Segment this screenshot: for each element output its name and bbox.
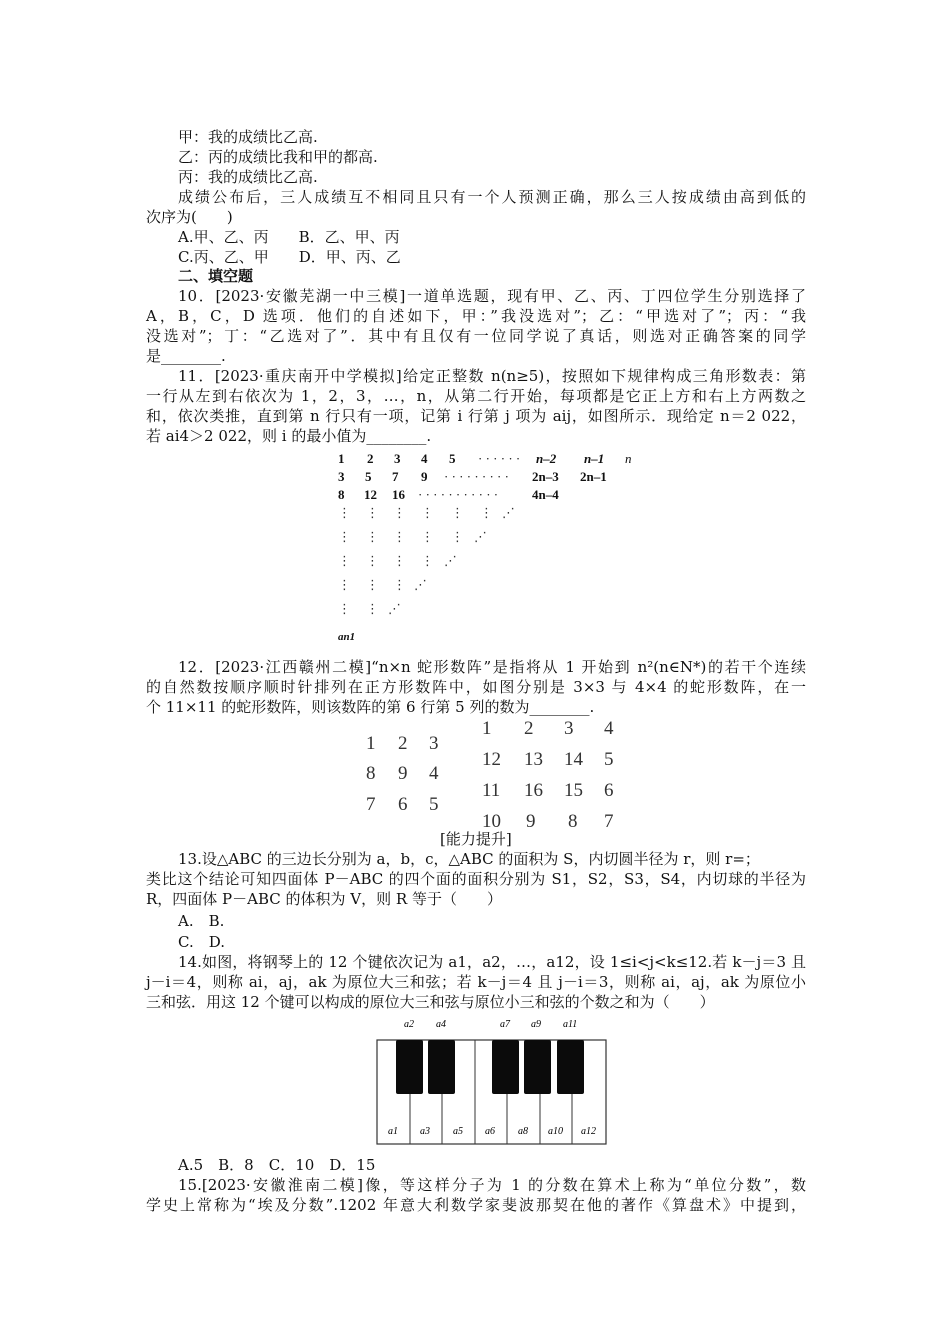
black-key-label: a11: [563, 1019, 578, 1030]
white-key-label: a12: [581, 1126, 596, 1137]
matrix-cell: 14: [564, 749, 583, 770]
table-dots: ⋮: [366, 554, 379, 569]
white-key-label: a6: [485, 1126, 495, 1137]
q9-stem-line1: 成绩公布后，三人成绩互不相同且只有一个人预测正确，那么三人按成绩由高到低的: [178, 188, 806, 206]
black-key-label: a9: [531, 1019, 541, 1030]
table-cell: n–2: [536, 451, 557, 466]
matrix-cell: 6: [604, 780, 614, 801]
matrix-cell: 1: [482, 718, 492, 739]
black-key-label: a4: [436, 1019, 446, 1030]
white-key-label: a8: [518, 1126, 528, 1137]
q11-line4: 若 ai4＞2 022，则 i 的最小值为________.: [146, 427, 432, 445]
table-dots: ⋮: [338, 506, 351, 521]
matrix-cell: 1: [366, 733, 376, 754]
piano-keyboard-figure: [376, 1014, 608, 1146]
table-cell: 9: [421, 469, 428, 484]
table-dots: ⋰: [414, 578, 427, 593]
q12-line3: 个 11×11 的蛇形数阵，则该数阵的第 6 行第 5 列的数为________.: [146, 698, 595, 716]
matrix-cell: 11: [482, 780, 501, 801]
table-dots: ⋮: [338, 530, 351, 545]
matrix-cell: 16: [524, 780, 543, 801]
matrix-cell: 5: [429, 794, 439, 815]
table-ellipsis: · · · · · · · · ·: [444, 469, 509, 484]
table-dots: ⋮: [421, 530, 434, 545]
table-dots: ⋮: [366, 602, 379, 617]
table-cell: 5: [365, 469, 372, 484]
q11-line1: 11．[2023·重庆南开中学模拟]给定正整数 n(n≥5)，按照如下规律构成三角形数表：第: [178, 367, 806, 385]
black-key: [396, 1040, 423, 1094]
q9-options-cd: C.丙、乙、甲 D．甲、丙、乙: [178, 248, 401, 266]
q10-line1: 10．[2023·安徽芜湖一中三模]一道单选题，现有甲、乙、丙、丁四位学生分别选择了: [178, 287, 806, 305]
black-key: [557, 1040, 584, 1094]
q13-line3: R，四面体 P－ABC 的体积为 V，则 R 等于（ ）: [146, 890, 502, 908]
q9-statement-yi: 乙：丙的成绩比我和甲的都高.: [178, 148, 378, 166]
white-key-label: a5: [453, 1126, 463, 1137]
white-key-label: a3: [420, 1126, 430, 1137]
matrix-cell: 10: [482, 811, 501, 832]
table-cell-last: an1: [338, 631, 356, 643]
table-ellipsis: · · · · · · · · · · ·: [418, 487, 499, 502]
matrix-cell: 7: [604, 811, 614, 832]
table-ellipsis: · · · · · ·: [478, 451, 521, 466]
q12-line1: 12．[2023·江西赣州二模]“n×n 蛇形数阵”是指将从 1 开始到 n²(n∈N*)的若干个连续: [178, 658, 806, 676]
q14-line2: j－i＝4，则称 ai，aj，ak 为原位大三和弦；若 k－j＝4 且 j－i＝3，则称 ai，aj，ak 为原位小: [146, 973, 806, 991]
table-cell: 4n–4: [532, 487, 559, 502]
matrix-cell: 3: [429, 733, 439, 754]
matrix-cell: 6: [398, 794, 408, 815]
matrix-cell: 4: [429, 763, 439, 784]
q13-options-cd: C. D.: [178, 933, 225, 951]
matrix-cell: 12: [482, 749, 501, 770]
table-dots: ⋰: [502, 506, 515, 521]
table-dots: ⋮: [393, 554, 406, 569]
table-dots: ⋮: [338, 578, 351, 593]
q14-options: A.5 B．8 C．10 D．15: [178, 1156, 376, 1174]
matrix-cell: 2: [398, 733, 408, 754]
matrix-cell: 7: [366, 794, 376, 815]
black-key: [524, 1040, 551, 1094]
table-dots: ⋮: [393, 578, 406, 593]
table-cell: 2: [367, 451, 374, 466]
table-dots: ⋮: [366, 506, 379, 521]
white-key-label: a1: [388, 1126, 398, 1137]
table-dots: ⋮: [366, 530, 379, 545]
q11-line3: 和，依次类推，直到第 n 行只有一项，记第 i 行第 j 项为 aij，如图所示．现给定 n＝2 022，: [146, 407, 806, 425]
white-key-label: a10: [548, 1126, 563, 1137]
table-cell: 2n–3: [532, 469, 559, 484]
q13-line1: 13.设△ABC 的三边长分别为 a，b，c，△ABC 的面积为 S，内切圆半径为 r，则 r=；: [178, 850, 760, 868]
table-dots: ⋰: [388, 602, 401, 617]
table-cell: 7: [392, 469, 399, 484]
table-cell: 5: [449, 451, 456, 466]
table-cell: n: [625, 451, 632, 466]
section-title-ability: [能力提升]: [440, 830, 512, 848]
table-dots: ⋮: [393, 530, 406, 545]
q13-options-ab: A. B.: [178, 912, 225, 930]
table-dots: ⋮: [421, 554, 434, 569]
table-dots: ⋮: [480, 506, 493, 521]
q10-line2: A，B，C，D 选项．他们的自述如下，甲：”我没选对”；乙：“甲选对了”；丙：“我: [146, 307, 806, 325]
q15-line2: 学史上常称为“埃及分数”.1202 年意大利数学家斐波那契在他的著作《算盘术》中提到，: [146, 1196, 806, 1214]
q14-line1: 14.如图，将钢琴上的 12 个键依次记为 a1，a2，…，a12，设 1≤i<j<k≤12.若 k－j＝3 且: [178, 953, 806, 971]
table-cell: 16: [392, 487, 405, 502]
matrix-cell: 3: [564, 718, 574, 739]
table-dots: ⋮: [451, 530, 464, 545]
matrix-cell: 15: [564, 780, 583, 801]
q12-line2: 的自然数按顺序顺时针排列在正方形数阵中，如图分别是 3×3 与 4×4 的蛇形数阵，在一: [146, 678, 806, 696]
table-cell: 12: [364, 487, 377, 502]
table-dots: ⋮: [393, 506, 406, 521]
q14-line3: 三和弦．用这 12 个键可以构成的原位大三和弦与原位小三和弦的个数之和为（ ）: [146, 993, 715, 1011]
matrix-cell: 4: [604, 718, 614, 739]
q13-line2: 类比这个结论可知四面体 P－ABC 的四个面的面积分别为 S1，S2，S3，S4，内切球的半径为: [146, 870, 806, 888]
matrix-cell: 9: [526, 811, 536, 832]
q9-statement-jia: 甲：我的成绩比乙高.: [178, 128, 318, 146]
table-cell: 8: [338, 487, 345, 502]
matrix-cell: 2: [524, 718, 534, 739]
matrix-cell: 8: [568, 811, 578, 832]
table-cell: 4: [421, 451, 428, 466]
matrix-cell: 5: [604, 749, 614, 770]
triangle-number-table: [338, 450, 658, 650]
table-cell: 3: [338, 469, 345, 484]
table-dots: ⋮: [451, 506, 464, 521]
q9-options-ab: A.甲、乙、丙 B．乙、甲、丙: [178, 228, 400, 246]
snake-matrix-3x3: [366, 733, 456, 823]
snake-matrix-4x4: [482, 718, 622, 838]
table-dots: ⋰: [474, 530, 487, 545]
q15-line1: 15.[2023·安徽淮南二模]像，等这样分子为 1 的分数在算术上称为“单位分数”，数: [178, 1176, 806, 1194]
q11-line2: 一行从左到右依次为 1，2，3，…，n，从第二行开始，每项都是它正上方和右上方两数之: [146, 387, 806, 405]
table-dots: ⋮: [421, 506, 434, 521]
section-title-fill-in: 二、填空题: [178, 267, 254, 285]
matrix-cell: 8: [366, 763, 376, 784]
black-key-label: a2: [404, 1019, 414, 1030]
table-dots: ⋮: [338, 554, 351, 569]
table-cell: 3: [394, 451, 401, 466]
table-cell: 2n–1: [580, 469, 607, 484]
table-cell: n–1: [584, 451, 605, 466]
q10-line4: 是________.: [146, 347, 226, 365]
matrix-cell: 9: [398, 763, 408, 784]
q10-line3: 没选对”；丁：“乙选对了”．其中有且仅有一位同学说了真话，则选对正确答案的同学: [146, 327, 806, 345]
q9-stem-line2: 次序为( ): [146, 208, 233, 226]
q9-statement-bing: 丙：我的成绩比乙高.: [178, 168, 318, 186]
table-dots: ⋮: [338, 602, 351, 617]
black-key: [428, 1040, 455, 1094]
matrix-cell: 13: [524, 749, 543, 770]
black-key: [492, 1040, 519, 1094]
table-cell: 1: [338, 451, 345, 466]
piano-keyboard-svg: [376, 1014, 608, 1146]
table-dots: ⋮: [366, 578, 379, 593]
black-key-label: a7: [500, 1019, 510, 1030]
table-dots: ⋰: [444, 554, 457, 569]
